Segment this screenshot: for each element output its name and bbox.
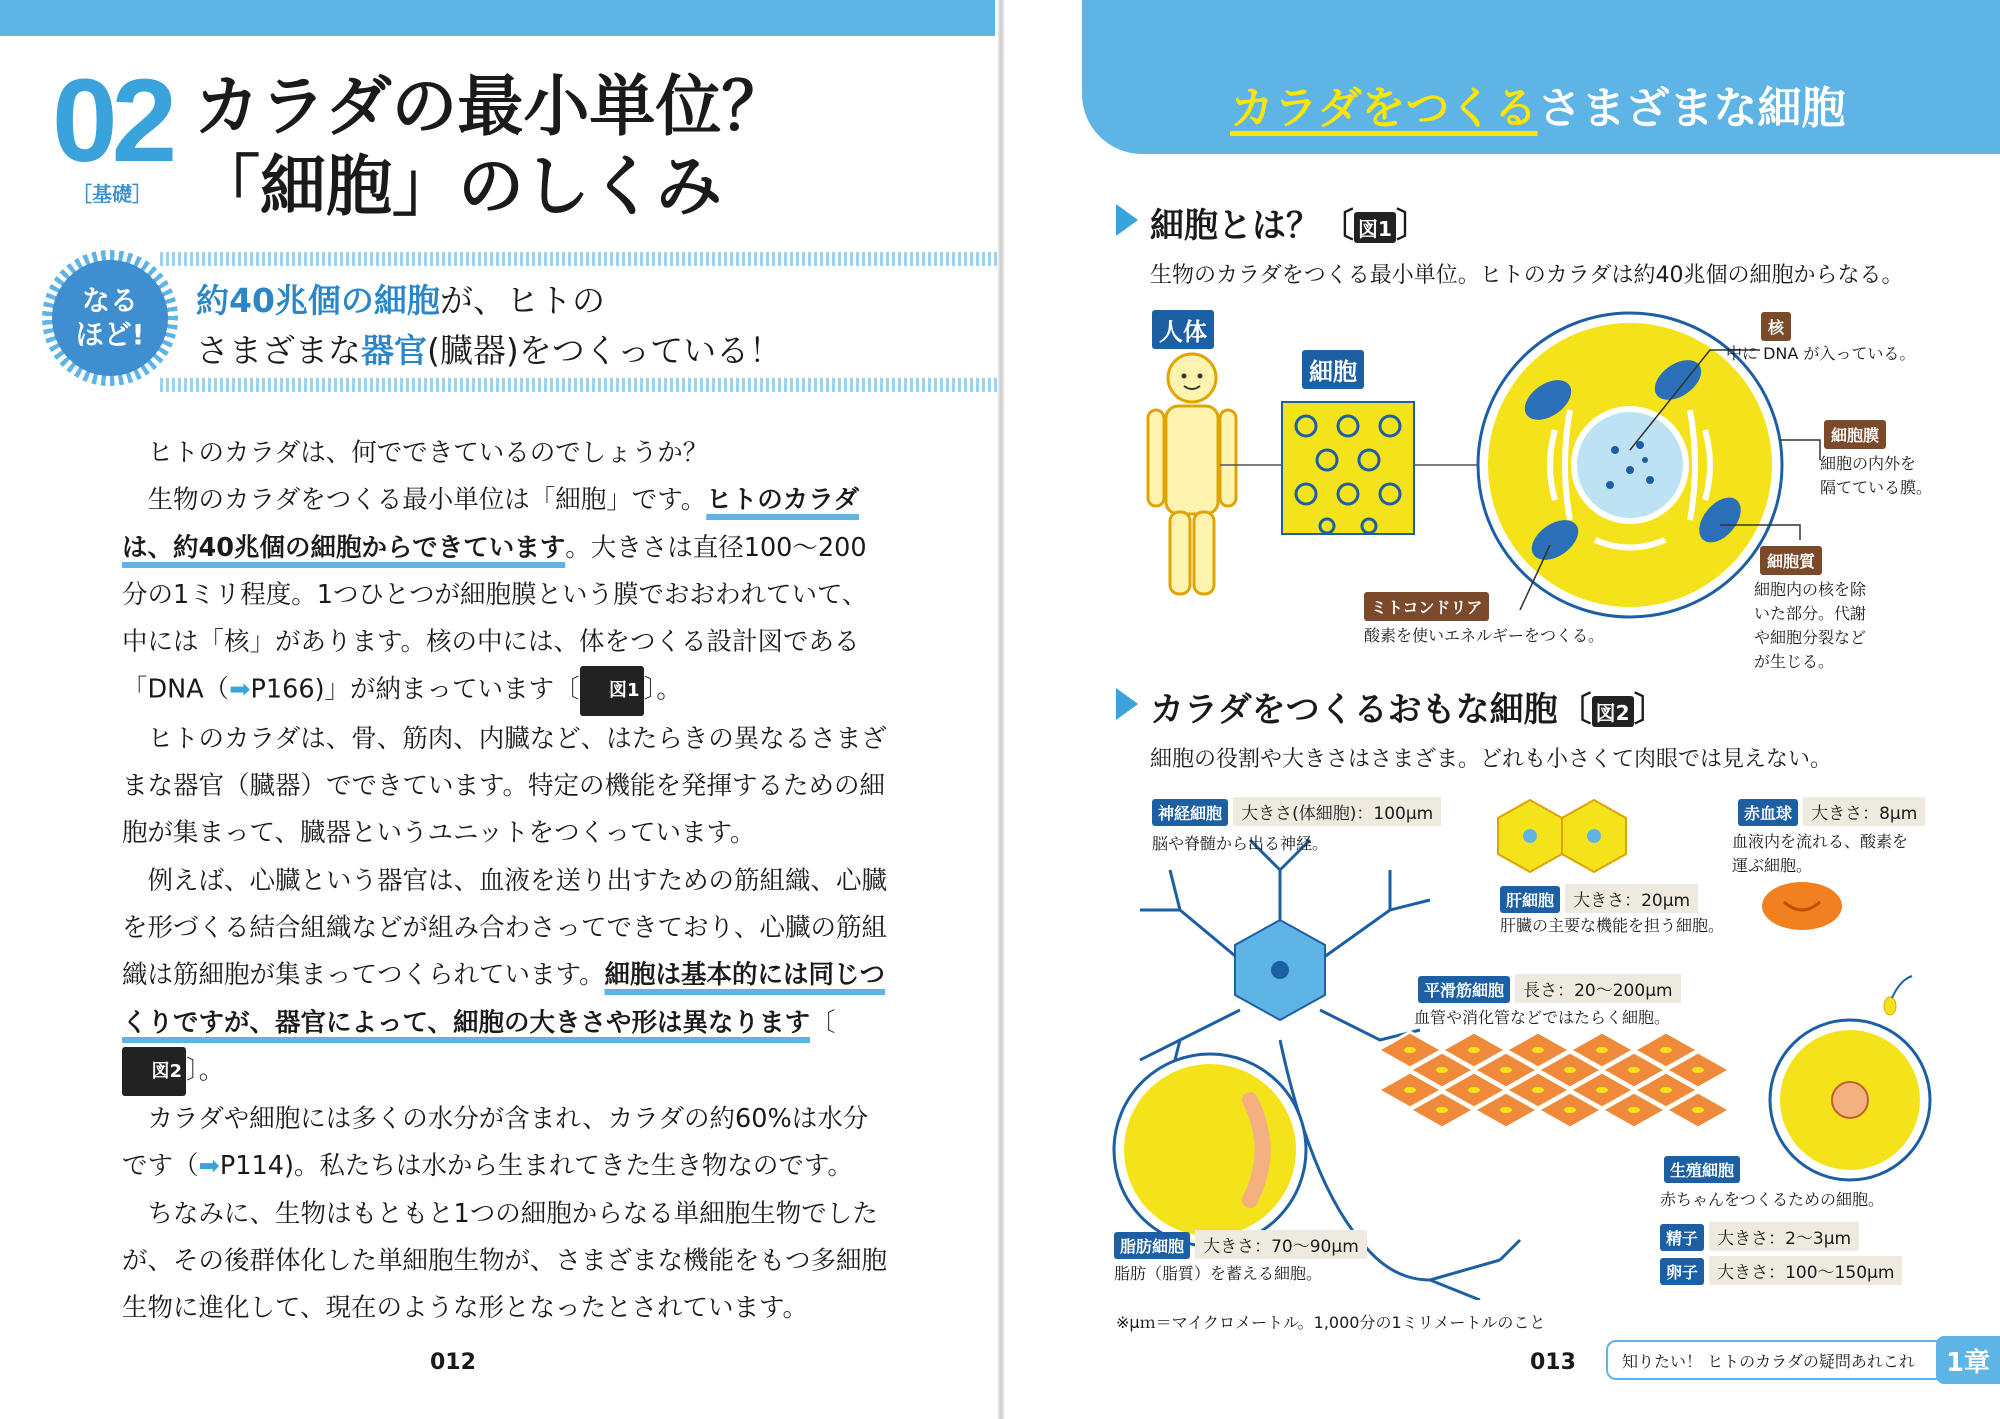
fig1-desc: 生物のカラダをつくる最小単位。ヒトのカラダは約40兆個の細胞からなる。 (1150, 263, 1904, 288)
smooth-muscle-label: 平滑筋細胞 長さ：20〜200μm (1418, 974, 1681, 1003)
lead-text-3: (臓器)をつくっている！ (427, 331, 783, 370)
paragraph-5 (122, 1096, 892, 1191)
cell-tissue-icon (1282, 402, 1414, 534)
section-tag: ［基礎］ (72, 182, 152, 206)
fig2-desc: 細胞の役割や大きさはさまざま。どれも小さくて肉眼では見えない。 (1150, 747, 1833, 772)
smooth-muscle-nucleus (1500, 1067, 1512, 1073)
nerve-cell-desc: 脳や脊髄から出る神経。 (1152, 834, 1329, 853)
header-highlight: カラダをつくる (1230, 83, 1538, 134)
liver-cell-desc: 肝臓の主要な機能を担う細胞。 (1500, 916, 1725, 935)
arrow-icon: ➡ (198, 1151, 220, 1182)
page-number-left: 012 (430, 1350, 476, 1375)
fat-cell-icon (1114, 1054, 1306, 1246)
fig2-title (1150, 682, 1668, 731)
top-bar-left (0, 0, 995, 36)
smooth-muscle-nucleus (1660, 1047, 1672, 1053)
stripe-bottom (160, 378, 1000, 392)
smooth-muscle-nucleus (1628, 1067, 1640, 1073)
fig1-title-text: 細胞とは？〔 (1150, 206, 1354, 246)
lead-highlight-cells: 約40兆個の細胞 (196, 281, 440, 320)
mito-label: ミトコンドリア (1364, 592, 1489, 621)
cytoplasm-label: 細胞質 (1760, 546, 1822, 575)
fat-cell-desc: 脂肪（脂質）を蓄える細胞。 (1114, 1264, 1323, 1283)
page-title-line1: カラダの最小単位？ (194, 68, 788, 145)
chapter-tab: 知りたい！ ヒトのカラダの疑問あれこれ (1606, 1340, 1946, 1380)
page-number-right: 013 (1530, 1350, 1576, 1375)
p4-text-c: 〕。 (186, 1055, 225, 1086)
fig2-ref: 図2 (1592, 696, 1634, 727)
fig1-title (1150, 198, 1430, 247)
paragraph-3: ヒトのカラダは、骨、筋肉、内臓など、はたらきの異なるさまざまな器官（臓器）でできています。特定の機能を発揮するための細胞が集まって、臓器というユニットをつくっています。 (122, 723, 887, 849)
smooth-muscle-nucleus (1660, 1087, 1672, 1093)
lead-text-2: さまざまな (196, 331, 361, 370)
fat-cell-label: 脂肪細胞 大きさ：70〜90μm (1114, 1230, 1367, 1259)
footnote: ※μｍ＝マイクロメートル。1,000分の1ミリメートルのこと (1116, 1313, 1546, 1332)
stripe-top (160, 252, 1000, 266)
rbc-label: 赤血球 大きさ：8μm (1738, 797, 1925, 826)
germ-cell-desc: 赤ちゃんをつくるための細胞。 (1660, 1190, 1885, 1209)
smooth-muscle-nucleus (1564, 1107, 1576, 1113)
egg-cell-icon (1770, 1020, 1930, 1180)
sperm-icon (1884, 976, 1912, 1015)
smooth-muscle-nucleus (1404, 1047, 1416, 1053)
fig2-title-text: カラダをつくるおもな細胞〔 (1150, 690, 1592, 730)
paragraph-6: ちなみに、生物はもともと1つの細胞からなる単細胞生物でしたが、その後群体化した単細胞生物が、さまざまな機能をもつ多細胞生物に進化して、現在のような形となったとされています。 (122, 1198, 888, 1324)
p4-underline: 細胞は基本的には同じつくりですが、器官によって、細胞の大きさや形は異なります (122, 960, 885, 1038)
page-title-line2: 「細胞」のしくみ (194, 148, 722, 225)
p4-text-a: 例えば、心臓という器官は、血液を送り出すための筋組織、心臓を形づくる結合組織などが組み合わさってできており、心臓の筋組織は筋細胞が集まってつくられています。 (122, 865, 888, 991)
cytoplasm-desc: 細胞内の核を除 いた部分。代謝 や細胞分裂など が生じる。 (1754, 580, 1867, 671)
page-gutter (998, 0, 1004, 1419)
smooth-muscle-nucleus (1468, 1047, 1480, 1053)
header-rest: さまざまな細胞 (1537, 83, 1846, 134)
figure-ref-1: 図1 (580, 666, 644, 715)
germ-cell-label: 生殖細胞 (1664, 1156, 1740, 1183)
egg-label: 卵子 大きさ：100〜150μm (1660, 1256, 1902, 1285)
p2-text-d: 〕。 (643, 675, 682, 706)
nerve-cell-label: 神経細胞 大きさ(体細胞)：100μm (1152, 797, 1441, 826)
p5-text-a: カラダや細胞には多くの水分が含まれ、カラダの約60%は水分です（ (122, 1104, 869, 1182)
liver-cell-label: 肝細胞 大きさ：20μm (1500, 884, 1698, 913)
red-blood-cell-icon (1762, 882, 1842, 930)
paragraph-1: ヒトのカラダは、何でできているのでしょうか？ (147, 438, 709, 468)
p2-text-c: P166)」が納まっています〔 (250, 675, 580, 706)
smooth-muscle-nucleus (1500, 1107, 1512, 1113)
badge-line2: ほど! (75, 318, 145, 351)
triangle-bullet-icon (1116, 688, 1138, 720)
smooth-muscle-nucleus (1436, 1067, 1448, 1073)
liver-cell-icon (1498, 800, 1626, 872)
cell-label: 細胞 (1302, 350, 1364, 389)
fig1-title-close: 〕 (1395, 206, 1430, 246)
smooth-muscle-nucleus (1596, 1047, 1608, 1053)
fig1-ref: 図1 (1354, 212, 1396, 243)
p2-text-a: 生物のカラダをつくる最小単位は「細胞」です。 (147, 485, 707, 516)
triangle-bullet-icon (1116, 204, 1138, 236)
top-bar-right (1082, 0, 2000, 36)
arrow-icon: ➡ (229, 675, 251, 706)
p5-text-b: P114)。私たちは水から生まれてきた生き物なのです。 (219, 1151, 853, 1182)
membrane-desc: 細胞の内外を 隔てている膜。 (1820, 454, 1933, 497)
nucleus-label: 核 (1761, 312, 1791, 341)
badge-line1: なる (81, 284, 138, 318)
section-number: 02 (52, 55, 172, 187)
lead-text (196, 276, 976, 376)
naruhodo-badge (52, 260, 168, 376)
p2-underline: ヒトのカラダは、約40兆個の細胞からできています (122, 485, 859, 563)
smooth-muscle-nucleus (1404, 1087, 1416, 1093)
right-header-title (1230, 72, 1846, 136)
lead-highlight-organ: 器官 (361, 331, 427, 370)
paragraph-4 (122, 858, 892, 1096)
sperm-label: 精子 大きさ：2〜3μm (1660, 1222, 1859, 1251)
chapter-tag: 1章 (1936, 1336, 2000, 1384)
p4-text-b: 〔 (810, 1007, 836, 1038)
smooth-muscle-nucleus (1692, 1067, 1704, 1073)
smooth-muscle-desc: 血管や消化管などではたらく細胞。 (1414, 1008, 1671, 1027)
fig2-title-close: 〕 (1633, 690, 1668, 730)
smooth-muscle-nucleus (1532, 1087, 1544, 1093)
membrane-label: 細胞膜 (1824, 420, 1886, 449)
mito-desc: 酸素を使いエネルギーをつくる。 (1364, 626, 1605, 645)
lead-text-1: が、ヒトの (439, 281, 605, 320)
body-label: 人体 (1152, 310, 1214, 349)
figure-ref-2: 図2 (122, 1047, 186, 1096)
nucleus-desc: 中に DNA が入っている。 (1726, 344, 1916, 363)
smooth-muscle-nucleus (1628, 1107, 1640, 1113)
smooth-muscle-icon (1378, 1032, 1730, 1128)
smooth-muscle-nucleus (1436, 1107, 1448, 1113)
smooth-muscle-nucleus (1692, 1107, 1704, 1113)
smooth-muscle-nucleus (1468, 1087, 1480, 1093)
smooth-muscle-nucleus (1532, 1047, 1544, 1053)
rbc-desc: 血液内を流れる、酸素を 運ぶ細胞。 (1732, 832, 1909, 875)
body-text (122, 430, 892, 1333)
paragraph-2 (122, 477, 892, 715)
smooth-muscle-nucleus (1564, 1067, 1576, 1073)
smooth-muscle-nucleus (1596, 1087, 1608, 1093)
p2-text-b: 。大きさは直径100〜200分の1ミリ程度。1つひとつが細胞膜という膜でおおわれていて、中には「核」があります。核の中には、体をつくる設計図である「DNA（ (122, 532, 868, 706)
